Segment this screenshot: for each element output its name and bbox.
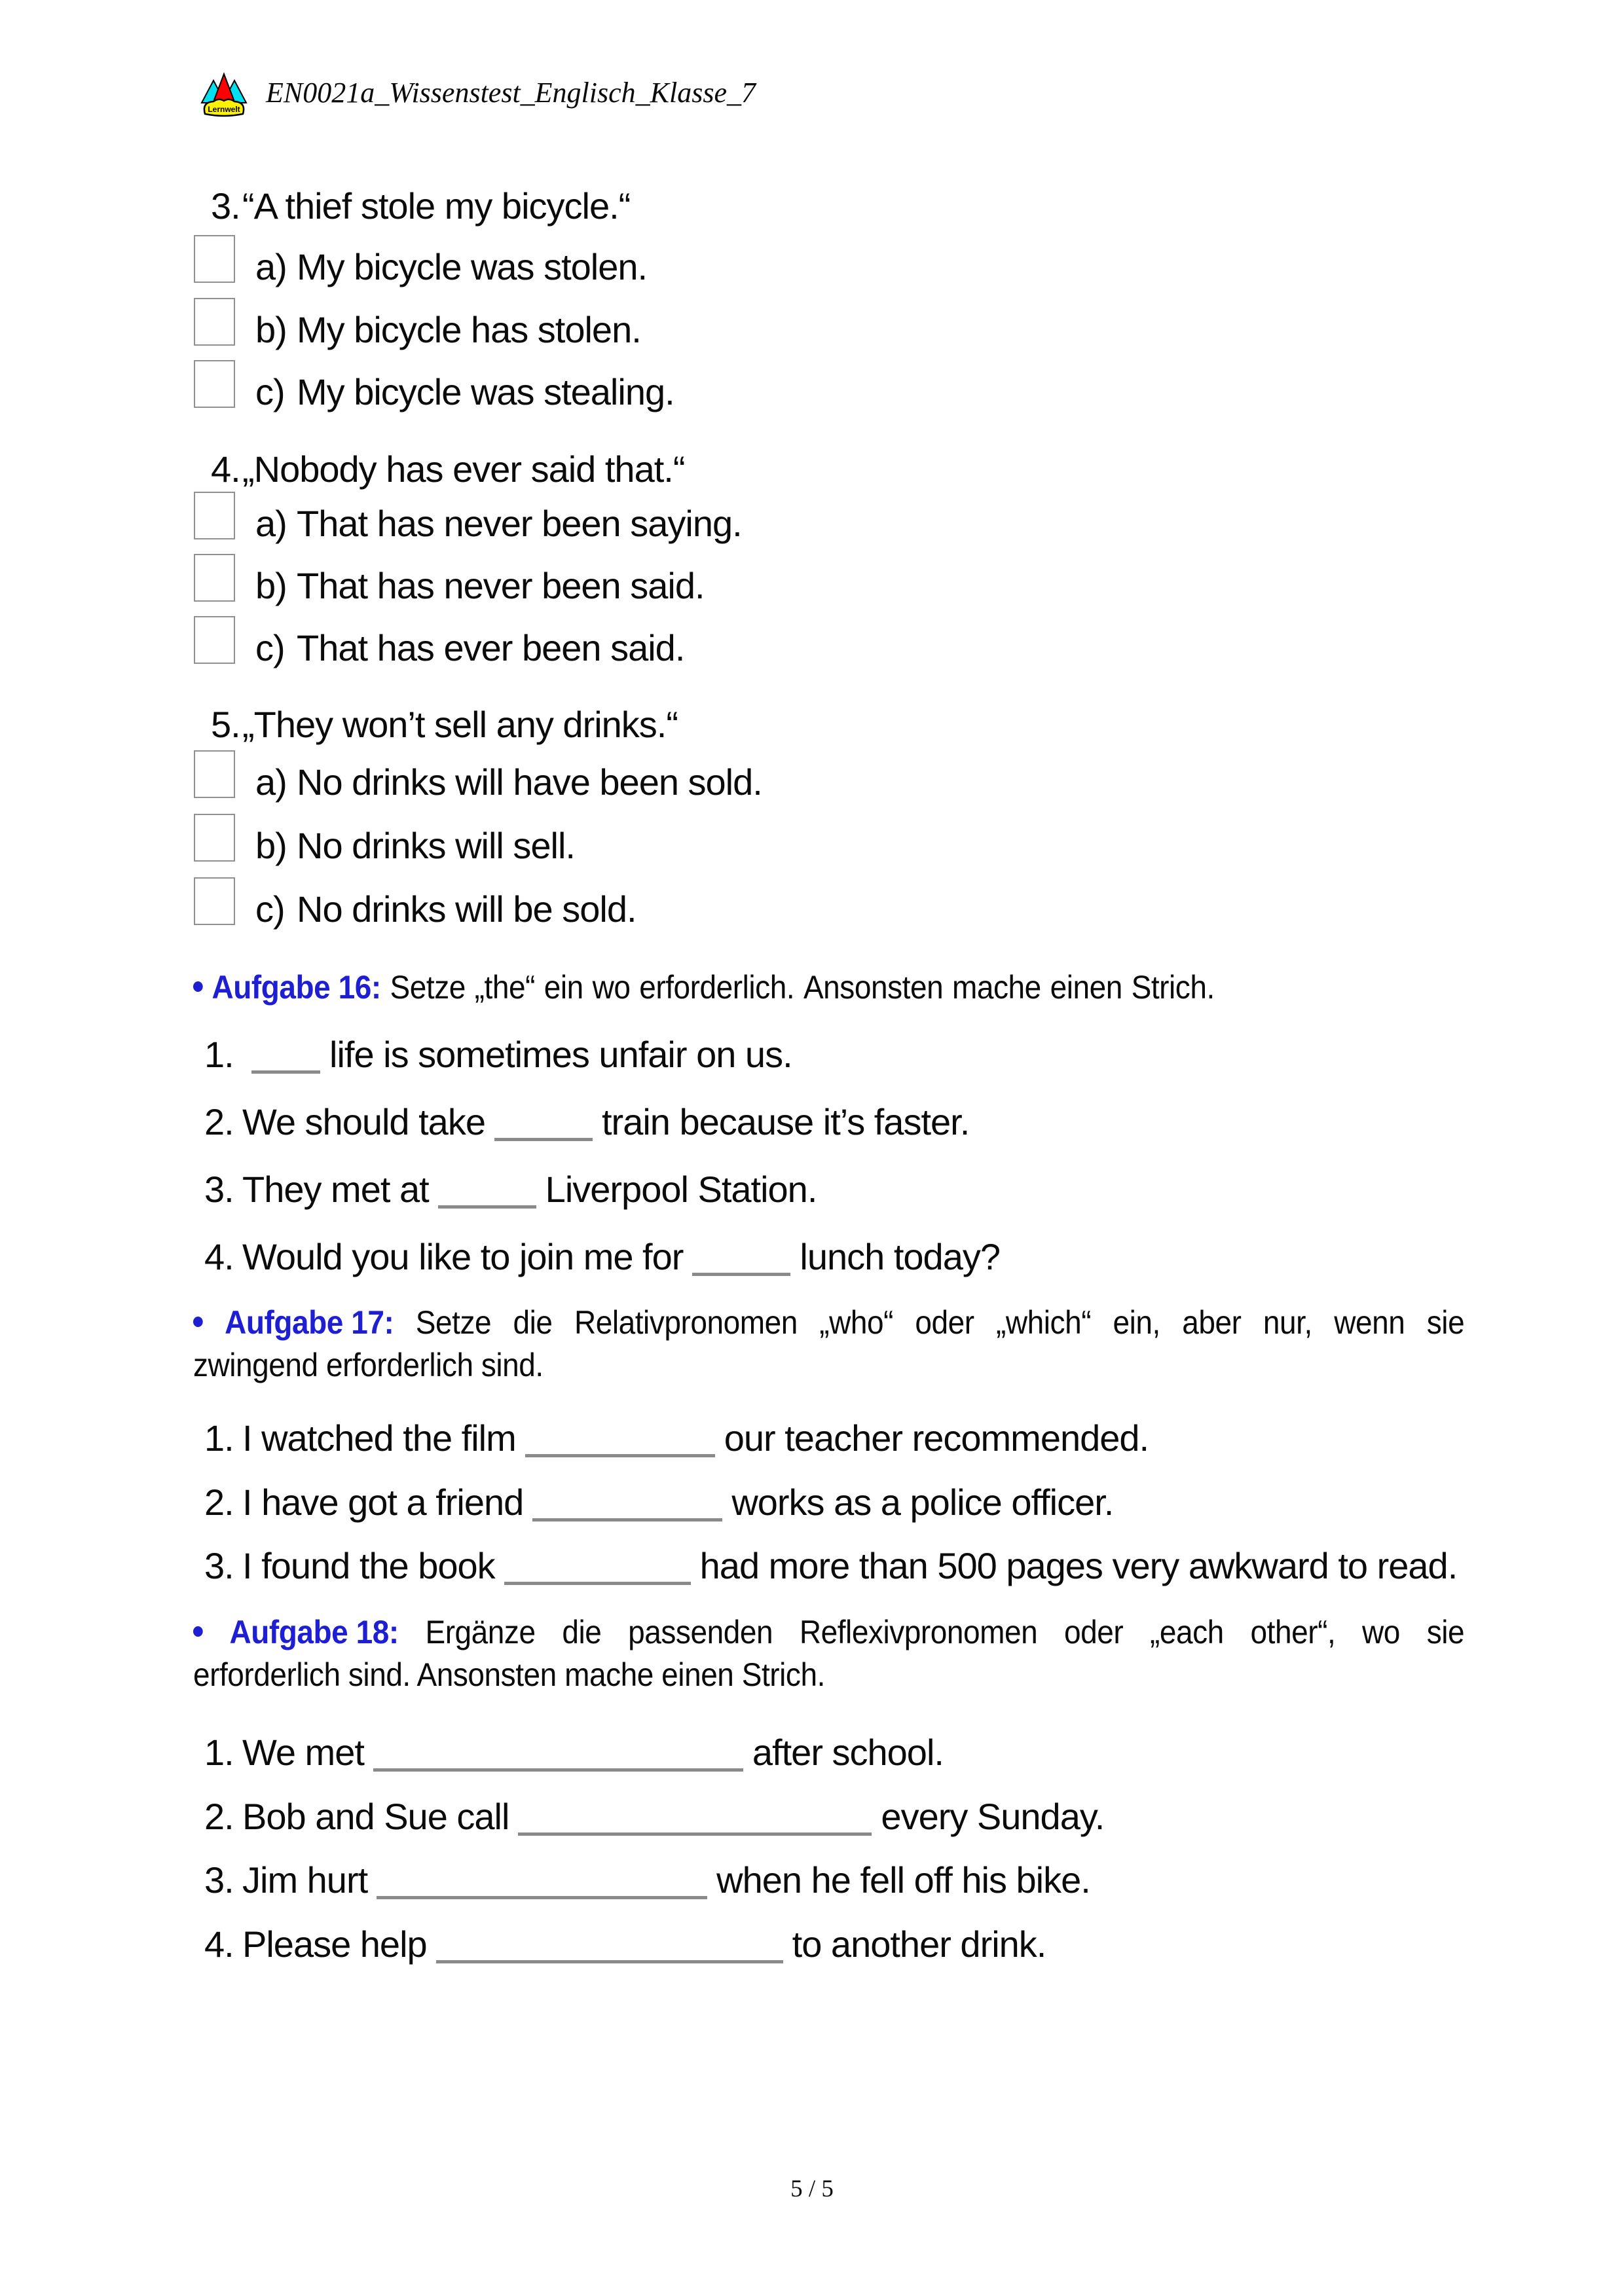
instruction-word: oder [915, 1304, 974, 1341]
fill-blank[interactable] [504, 1582, 691, 1585]
item-number: 2. [204, 1796, 234, 1837]
instruction-word: Setze [390, 969, 466, 1006]
instruction-word: other“, [1250, 1614, 1336, 1650]
instruction-word: passenden [628, 1614, 773, 1650]
task-item [0, 1859, 1090, 1901]
item-text-post: had more than 500 pages very awkward to read. [699, 1545, 1458, 1586]
mc-option [0, 309, 641, 351]
instruction-word: aber [1182, 1304, 1242, 1341]
option-text: That has never been said. [297, 565, 705, 606]
instruction-word: oder [1064, 1614, 1124, 1650]
mc-option [0, 371, 674, 413]
mc-option [0, 246, 647, 288]
item-text-post: every Sunday. [881, 1796, 1105, 1837]
mc-option [0, 565, 705, 607]
item-number: 3. [204, 1169, 234, 1210]
item-text-pre: Would you like to join me for [242, 1236, 684, 1277]
document-title: EN0021a_Wissenstest_Englisch_Klasse_7 [266, 77, 756, 109]
task-instruction-continued: erforderlich sind. Ansonsten mache einen Strich. [193, 1656, 825, 1693]
instruction-word: „the“ [474, 969, 535, 1006]
item-text-post: Liverpool Station. [545, 1169, 817, 1210]
mc-option [0, 761, 762, 803]
item-text-pre: I found the book [242, 1545, 495, 1586]
task-item [0, 1236, 1000, 1278]
instruction-word: sie [1426, 1304, 1465, 1341]
task-item [0, 1923, 1046, 1965]
fill-blank[interactable] [494, 1138, 593, 1141]
task-item [0, 1545, 1457, 1587]
option-label: b) [255, 565, 287, 606]
bullet-icon [193, 1626, 203, 1637]
task-header [193, 1304, 1464, 1341]
instruction-word: Reflexivpronomen [799, 1614, 1038, 1650]
option-text: No drinks will be sold. [297, 888, 637, 930]
logo-text: Lernwelt [208, 105, 240, 114]
answer-checkbox[interactable] [194, 877, 235, 925]
answer-checkbox[interactable] [194, 554, 235, 602]
instruction-word: mache [951, 969, 1041, 1006]
instruction-word: Ansonsten [803, 969, 944, 1006]
question-prompt: „They won’t sell any drinks.“ [242, 704, 678, 745]
answer-checkbox[interactable] [194, 360, 235, 408]
instruction-word: erforderlich. [639, 969, 795, 1006]
instruction-word: „who“ [819, 1304, 893, 1341]
instruction-word: „each [1150, 1614, 1224, 1650]
task-item [0, 1796, 1104, 1838]
instruction-word: wo [1362, 1614, 1400, 1650]
task-title: Aufgabe 18: [229, 1614, 399, 1650]
question-prompt: „Nobody has ever said that.“ [242, 448, 685, 490]
task-title: Aufgabe 16: [212, 969, 381, 1006]
item-number: 1. [204, 1034, 234, 1075]
answer-checkbox[interactable] [194, 616, 235, 664]
option-text: My bicycle was stealing. [297, 371, 674, 412]
task-header [193, 969, 1464, 1006]
item-text-post: when he fell off his bike. [716, 1859, 1090, 1901]
mc-option [0, 888, 637, 930]
mc-question-prompt [0, 448, 684, 490]
fill-blank[interactable] [436, 1960, 783, 1963]
item-text-pre: I have got a friend [242, 1482, 524, 1523]
mc-question-prompt [0, 704, 678, 746]
instruction-word: ein, [1113, 1304, 1160, 1341]
option-label: a) [255, 761, 287, 803]
answer-checkbox[interactable] [194, 492, 235, 539]
item-text-post: life is sometimes unfair on us. [329, 1034, 792, 1075]
question-prompt: “A thief stole my bicycle.“ [242, 185, 631, 227]
answer-checkbox[interactable] [194, 298, 235, 346]
lernwelt-logo-icon [200, 72, 248, 118]
bullet-icon [193, 1317, 203, 1327]
bullet-icon [193, 981, 203, 992]
item-number: 1. [204, 1417, 234, 1459]
mc-option [0, 825, 575, 867]
item-text-post: our teacher recommended. [724, 1417, 1149, 1459]
task-item [0, 1101, 969, 1143]
option-text: No drinks will have been sold. [297, 761, 762, 803]
item-text-pre: Bob and Sue call [242, 1796, 509, 1837]
fill-blank[interactable] [532, 1518, 722, 1522]
item-number: 2. [204, 1101, 234, 1142]
answer-checkbox[interactable] [194, 814, 235, 862]
option-label: c) [255, 627, 285, 668]
task-item [0, 1417, 1149, 1459]
instruction-word: Setze [415, 1304, 492, 1341]
instruction-word: Ergänze [425, 1614, 536, 1650]
item-number: 1. [204, 1732, 234, 1773]
option-label: b) [255, 309, 287, 350]
fill-blank[interactable] [692, 1273, 790, 1276]
question-number: 5. [211, 704, 240, 745]
option-label: a) [255, 246, 287, 287]
instruction-word: wo [592, 969, 631, 1006]
task-title: Aufgabe 17: [225, 1304, 394, 1341]
answer-checkbox[interactable] [194, 235, 235, 283]
item-text-pre: We met [242, 1732, 364, 1773]
item-number: 4. [204, 1236, 234, 1277]
instruction-word: einen [1050, 969, 1122, 1006]
instruction-word: sie [1426, 1614, 1465, 1650]
option-label: c) [255, 888, 285, 930]
fill-blank[interactable] [525, 1454, 715, 1457]
option-text: That has ever been said. [297, 627, 685, 668]
option-text: No drinks will sell. [297, 825, 575, 866]
page-number: 5 / 5 [790, 2176, 834, 2202]
mc-question-prompt [0, 185, 630, 227]
fill-blank[interactable] [518, 1832, 872, 1836]
instruction-word: ein [544, 969, 583, 1006]
option-label: b) [255, 825, 287, 866]
task-item [0, 1732, 944, 1774]
fill-blank[interactable] [438, 1205, 536, 1209]
item-text-pre: I watched the film [242, 1417, 516, 1459]
instruction-word: „which“ [996, 1304, 1092, 1341]
item-number: 3. [204, 1545, 234, 1586]
fill-blank[interactable] [373, 1768, 743, 1772]
item-text-post: works as a police officer. [731, 1482, 1114, 1523]
option-text: That has never been saying. [297, 503, 742, 544]
question-number: 4. [211, 448, 240, 490]
mc-option [0, 503, 742, 545]
question-number: 3. [211, 185, 240, 227]
item-number: 2. [204, 1482, 234, 1523]
mc-option [0, 627, 684, 669]
task-item [0, 1482, 1113, 1523]
option-label: c) [255, 371, 285, 412]
instruction-word: nur, [1263, 1304, 1312, 1341]
task-item [0, 1169, 817, 1211]
task-item [0, 1034, 792, 1076]
fill-blank[interactable] [377, 1896, 707, 1899]
task-header [193, 1614, 1464, 1650]
item-text-pre: We should take [242, 1101, 485, 1142]
answer-checkbox[interactable] [194, 750, 235, 798]
item-number: 4. [204, 1923, 234, 1965]
item-text-post: lunch today? [800, 1236, 1000, 1277]
task-instruction-continued: zwingend erforderlich sind. [193, 1347, 544, 1383]
item-text-pre: Jim hurt [242, 1859, 368, 1901]
item-text-post: to another drink. [792, 1923, 1046, 1965]
item-number: 3. [204, 1859, 234, 1901]
instruction-word: Relativpronomen [574, 1304, 798, 1341]
option-label: a) [255, 503, 287, 544]
instruction-word: wenn [1334, 1304, 1405, 1341]
item-text-pre: Please help [242, 1923, 427, 1965]
item-text-post: train because it’s faster. [601, 1101, 970, 1142]
instruction-word: Strich. [1131, 969, 1215, 1006]
option-text: My bicycle was stolen. [297, 246, 648, 287]
fill-blank[interactable] [251, 1070, 320, 1074]
item-text-pre: They met at [242, 1169, 429, 1210]
instruction-word: die [513, 1304, 553, 1341]
option-text: My bicycle has stolen. [297, 309, 641, 350]
instruction-word: die [562, 1614, 602, 1650]
item-text-post: after school. [752, 1732, 944, 1773]
